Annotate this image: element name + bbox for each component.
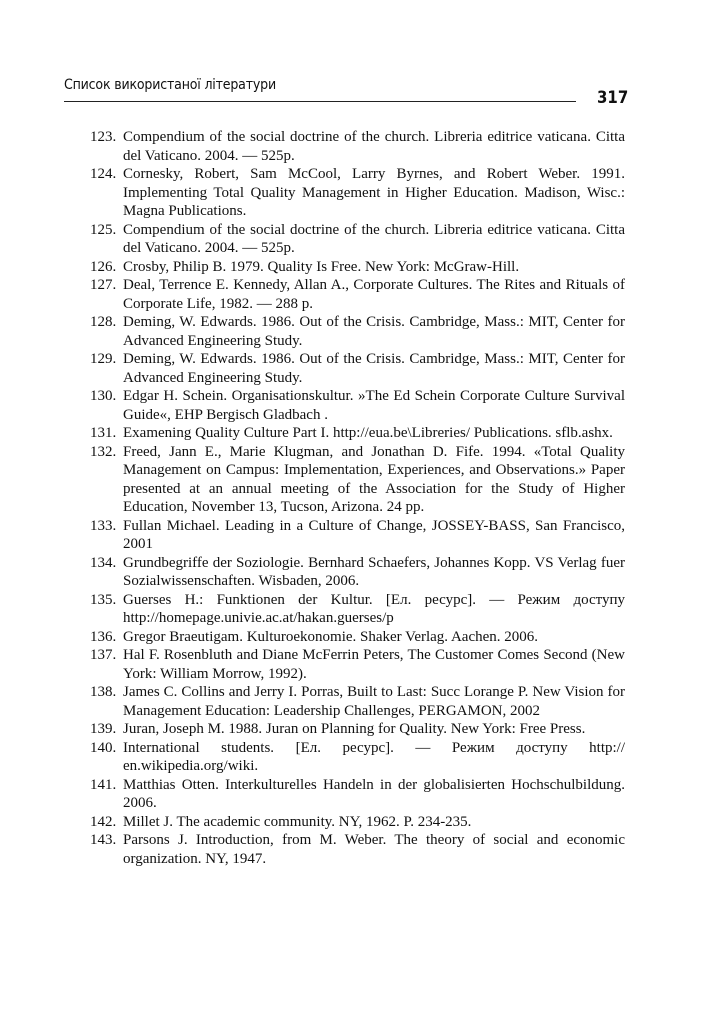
reference-number: 124. (90, 166, 117, 182)
reference-item (90, 517, 625, 554)
running-title: Список використаної літератури (64, 77, 276, 93)
reference-item (90, 128, 625, 165)
reference-item (90, 276, 625, 313)
reference-text: Grundbegriffe der Soziologie. Bernhard Schaefers, Johannes Kopp. VS Verlag fuer Sozialwissenschaften. Wisbaden, 2006. (123, 554, 625, 589)
reference-item (90, 739, 625, 776)
reference-number: 129. (90, 351, 117, 367)
reference-item (90, 350, 625, 387)
reference-item (90, 720, 625, 739)
reference-text: Millet J. The academic community. NY, 1962. P. 234-235. (123, 813, 472, 830)
reference-text: Parsons J. Introduction, from M. Weber. The theory of social and economic organization. NY, 1947. (123, 832, 625, 867)
reference-text: Compendium of the social doctrine of the church. Libreria editrice vaticana. Citta del Vaticano. 2004. — 525p. (123, 129, 625, 164)
reference-number: 137. (90, 647, 117, 663)
reference-number: 141. (90, 776, 117, 793)
reference-number: 123. (90, 129, 117, 145)
reference-text: Hal F. Rosenbluth and Diane McFerrin Peters, The Customer Comes Second (New York: William Morrow, 1992). (123, 647, 625, 682)
reference-number: 126. (90, 258, 117, 275)
reference-text: Compendium of the social doctrine of the church. Libreria editrice vaticana. Citta del Vaticano. 2004. — 525p. (123, 221, 625, 256)
reference-text: Fullan Michael. Leading in a Culture of Change, JOSSEY-BASS, San Francisco, 2001 (123, 517, 625, 552)
reference-item (90, 591, 625, 628)
reference-text: Matthias Otten. Interkulturelles Handeln in der globalisierten Hochschulbildung. 2006. (123, 776, 625, 811)
reference-text: Cornesky, Robert, Sam McCool, Larry Byrnes, and Robert Weber. 1991. Implementing Total Quality Management in Higher Education. Madison, Wisc.: Magna Publications. (123, 166, 625, 219)
reference-list (90, 128, 625, 868)
reference-number: 139. (90, 721, 117, 737)
reference-item (90, 831, 625, 868)
reference-item (90, 443, 625, 517)
reference-number: 140. (90, 739, 117, 756)
reference-item (90, 258, 625, 277)
reference-item (90, 683, 625, 720)
reference-text: Guerses H.: Funktionen der Kultur. [Ел. ресурс]. — Режим доступу http://homepage.univie.ac.at/hakan.guerses/p (123, 591, 625, 626)
page-number: 317 (597, 88, 629, 108)
reference-text: Crosby, Philip B. 1979. Quality Is Free. New York: McGraw-Hill. (123, 258, 520, 275)
reference-number: 143. (90, 832, 117, 848)
reference-text: Examening Quality Culture Part I. http://eua.be\Libreries/ Publications. sflb.ashx. (123, 425, 613, 441)
reference-text: International students. [Ел. ресурс]. — Режим доступу http:// en.wikipedia.org/wiki. (123, 739, 625, 774)
header-rule (64, 101, 576, 102)
reference-item (90, 165, 625, 221)
reference-item (90, 221, 625, 258)
reference-text: Edgar H. Schein. Organisationskultur. »The Ed Schein Corporate Culture Survival Guide«, EHP Bergisch Gladbach . (123, 388, 625, 423)
reference-number: 130. (90, 388, 117, 404)
reference-number: 136. (90, 628, 117, 645)
reference-number: 142. (90, 813, 117, 830)
reference-number: 125. (90, 221, 117, 238)
reference-item (90, 628, 625, 647)
reference-number: 127. (90, 277, 117, 293)
reference-number: 133. (90, 517, 117, 534)
reference-text: James C. Collins and Jerry I. Porras, Built to Last: Succ Lorange P. New Vision for Management Education: Leadership Challenges, PERGAMON, 2002 (123, 684, 625, 719)
reference-number: 134. (90, 554, 117, 571)
reference-number: 128. (90, 314, 117, 330)
reference-item (90, 554, 625, 591)
reference-item (90, 313, 625, 350)
reference-item (90, 813, 625, 832)
reference-text: Juran, Joseph M. 1988. Juran on Planning for Quality. New York: Free Press. (123, 721, 586, 737)
reference-item (90, 646, 625, 683)
reference-text: Freed, Jann E., Marie Klugman, and Jonathan D. Fife. 1994. «Total Quality Management on Campus: Implementation, Experiences, and Observations.» Paper presented at an annual meeting of the Association for the Study of Higher Education, November 13, Tucson, Arizona. 24 pp. (123, 443, 625, 515)
reference-number: 138. (90, 684, 117, 700)
reference-text: Gregor Braeutigam. Kulturoekonomie. Shaker Verlag. Aachen. 2006. (123, 628, 539, 645)
reference-item (90, 387, 625, 424)
reference-text: Deal, Terrence E. Kennedy, Allan A., Corporate Cultures. The Rites and Rituals of Corporate Life, 1982. — 288 p. (123, 277, 625, 312)
reference-number: 131. (90, 425, 117, 441)
reference-item (90, 776, 625, 813)
reference-text: Deming, W. Edwards. 1986. Out of the Crisis. Cambridge, Mass.: MIT, Center for Advanced Engineering Study. (123, 314, 625, 349)
reference-text: Deming, W. Edwards. 1986. Out of the Crisis. Cambridge, Mass.: MIT, Center for Advanced Engineering Study. (123, 351, 625, 386)
reference-number: 135. (90, 591, 117, 608)
reference-item (90, 424, 625, 443)
reference-number: 132. (90, 443, 117, 460)
